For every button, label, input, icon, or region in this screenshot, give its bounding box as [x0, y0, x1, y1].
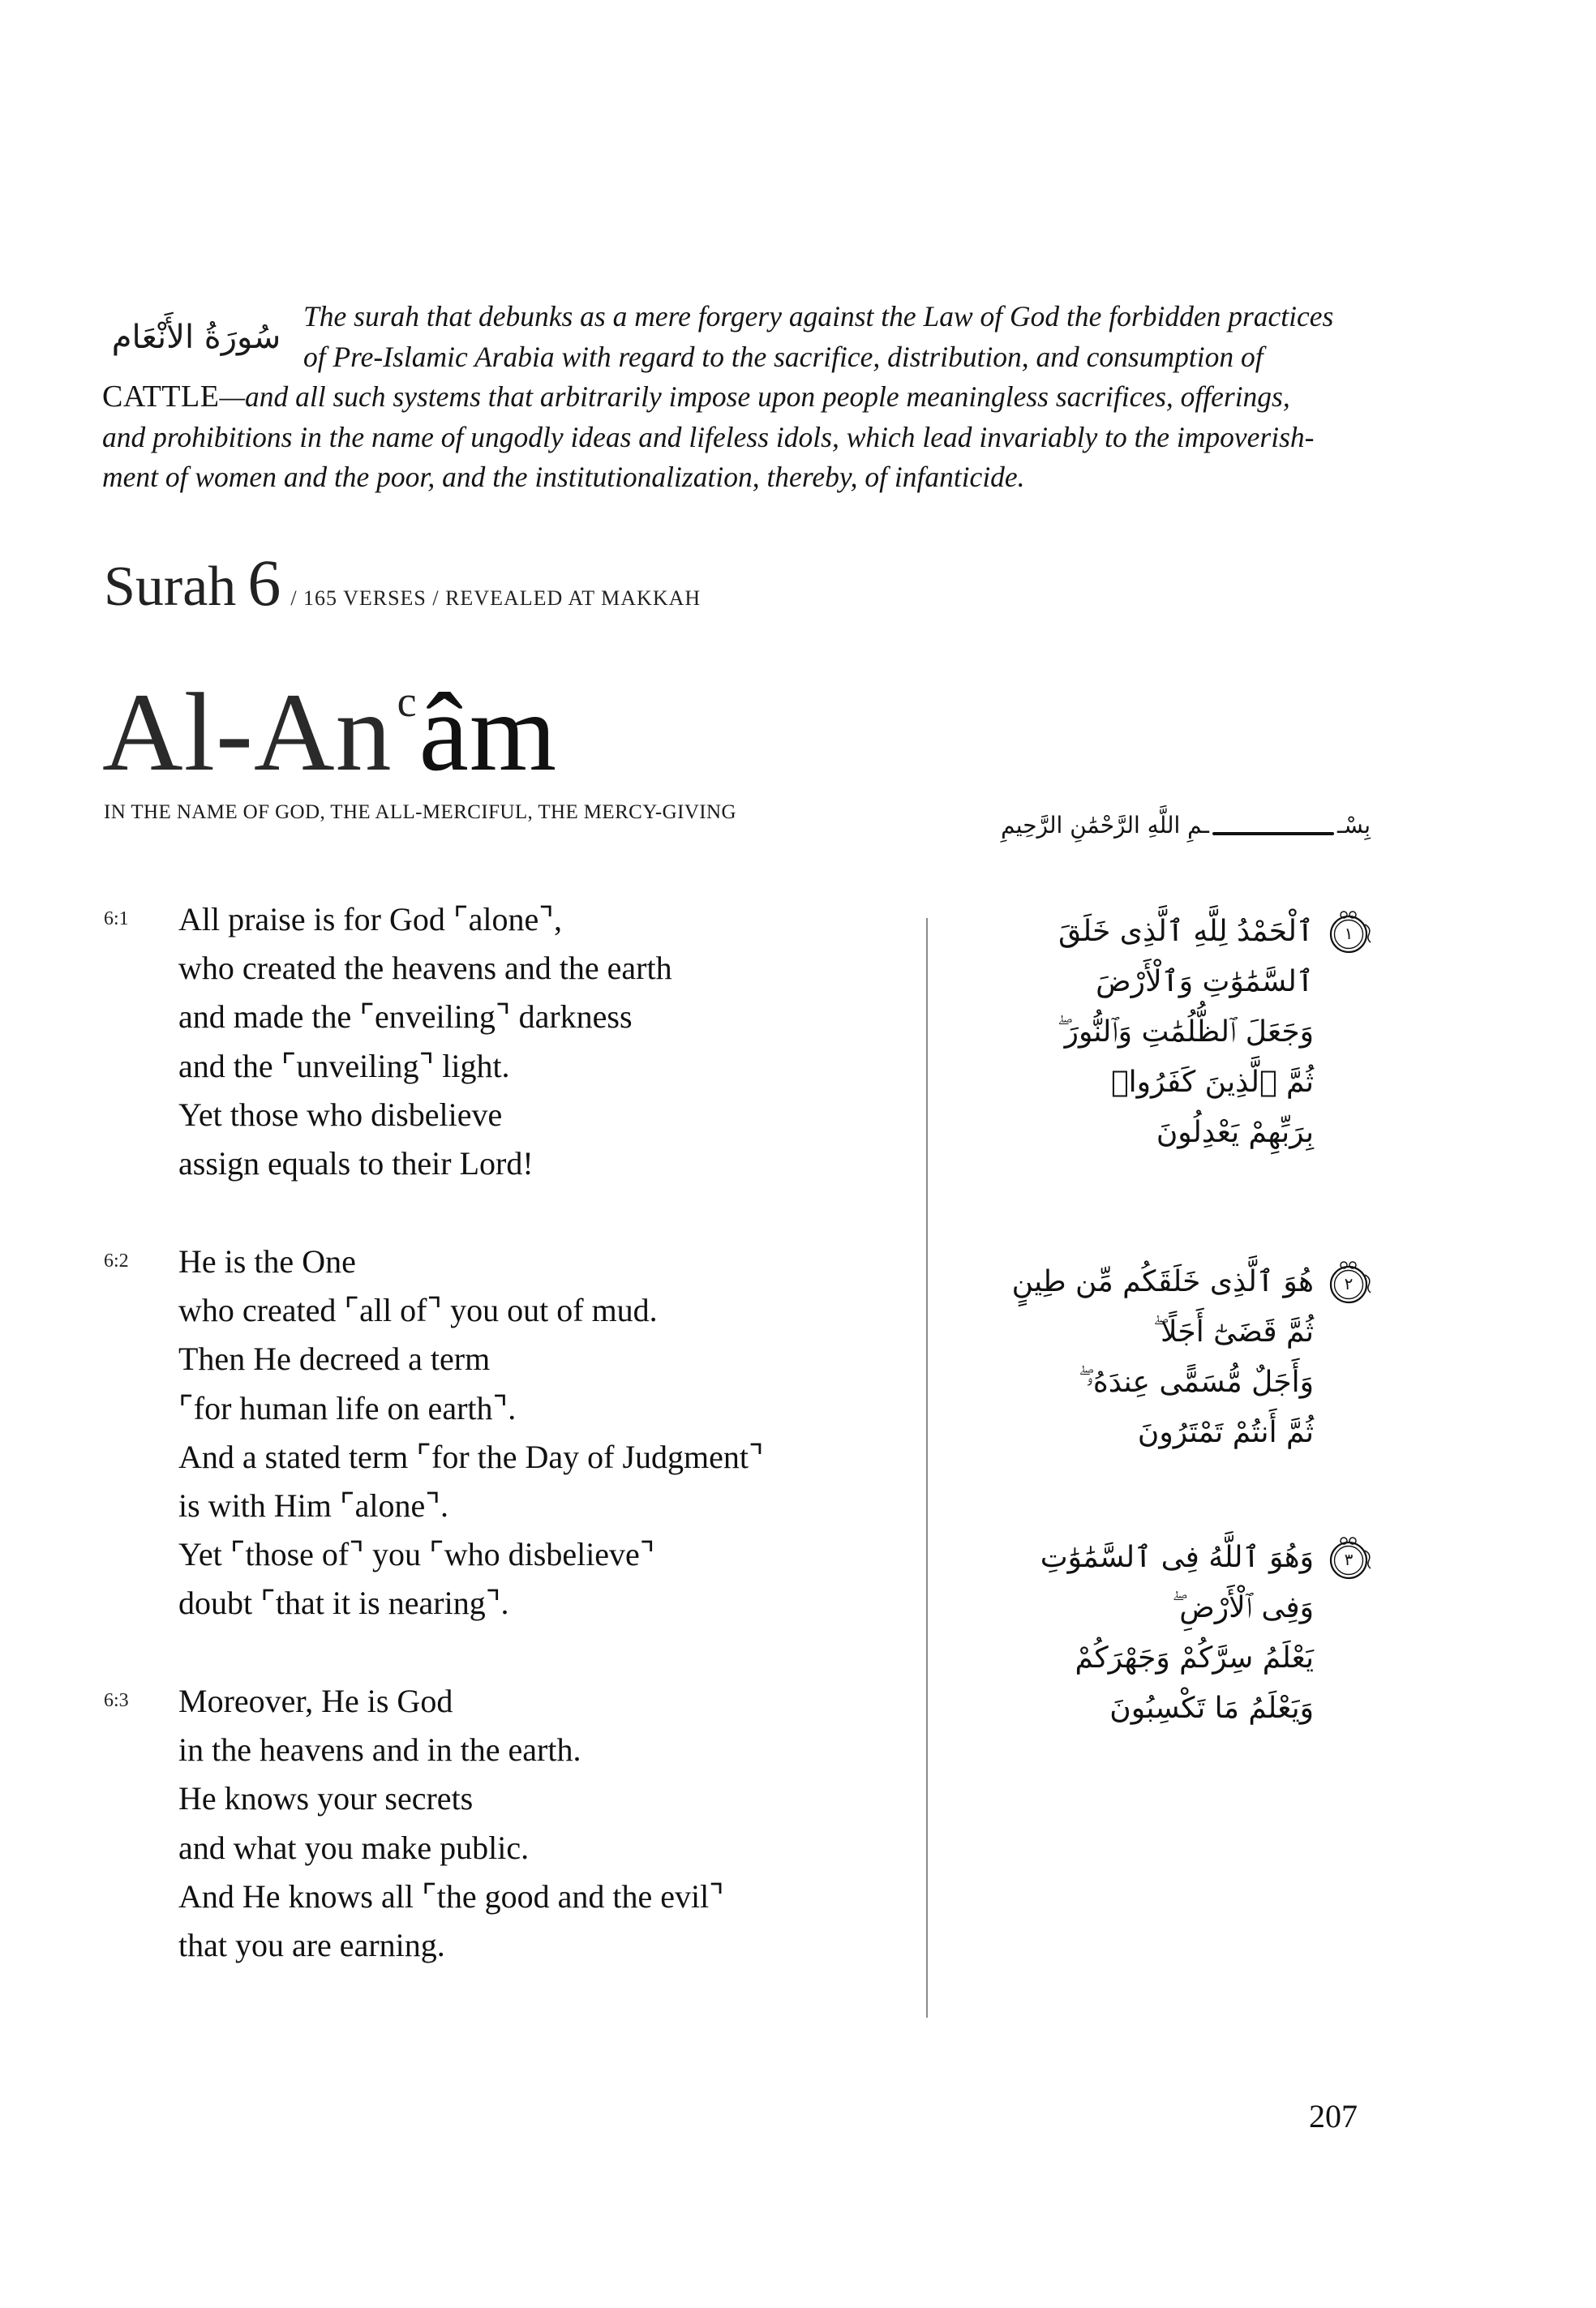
- arabic-verse-line: ثُمَّ ٱلَّذِينَ كَفَرُوا۟: [1111, 1066, 1314, 1099]
- arabic-verse-line: وَجَعَلَ ٱلظُّلُمَٰتِ وَٱلنُّورَ ۖ: [1057, 1015, 1314, 1049]
- verse-line: that you are earning.: [178, 1927, 445, 1964]
- surah-number: 6: [247, 546, 281, 620]
- verse-line: Then He decreed a term: [178, 1341, 491, 1378]
- synopsis-line: and prohibitions in the name of ungodly ideas and lifeless idols, which lead invariably to the impoverish-: [102, 420, 1315, 453]
- verse-line: who created ⌜all of⌝ you out of mud.: [178, 1292, 658, 1329]
- verse-number: 6:3: [104, 1690, 129, 1711]
- verse-number: 6:1: [104, 908, 129, 929]
- verse-line: All praise is for God ⌜alone⌝,: [178, 901, 562, 937]
- surah-name-part2: âm: [418, 670, 558, 794]
- arabic-verse-line: ثُمَّ أَنتُمْ تَمْتَرُونَ: [1137, 1416, 1314, 1449]
- arabic-verse-line: ثُمَّ قَضَىٰٓ أَجَلًا ۖ: [1152, 1315, 1314, 1349]
- basmala-arabic: [933, 793, 1371, 842]
- surah-title-calligraphy: سُورَةُ الأَنْعَام: [111, 319, 281, 356]
- verse-marker-medallion: [1327, 907, 1374, 955]
- arabic-verse-line: يَعْلَمُ سِرَّكُمْ وَجَهْرَكُمْ: [1075, 1641, 1314, 1675]
- surah-name-part1: Al-An: [102, 670, 393, 794]
- verse-marker-number: ٣: [1344, 1550, 1354, 1569]
- verse-line: who created the heavens and the earth: [178, 950, 672, 987]
- surah-meta: / 165 VERSES / REVEALED AT MAKKAH: [290, 586, 701, 610]
- arabic-verse-text: [957, 907, 1314, 1158]
- surah-heading: [104, 545, 701, 621]
- verse-text: [178, 1238, 892, 1628]
- verse-line: is with Him ⌜alone⌝.: [178, 1487, 449, 1525]
- synopsis-cap-word: CATTLE: [102, 380, 220, 414]
- synopsis-line: The surah that debunks as a mere forgery against the Law of God the forbidden practices: [303, 300, 1334, 332]
- arabic-verse-text: [957, 1257, 1314, 1458]
- verse-line: doubt ⌜that it is nearing⌝.: [178, 1585, 509, 1622]
- verse-text: [178, 1677, 892, 1970]
- verse-line: And a stated term ⌜for the Day of Judgment⌝: [178, 1438, 764, 1475]
- surah-synopsis: [102, 297, 1416, 498]
- verse-line: assign equals to their Lord!: [178, 1145, 534, 1182]
- surah-name-ayn-mark: c: [397, 677, 418, 726]
- verse-marker-number: ١: [1344, 924, 1354, 943]
- surah-name: [102, 641, 557, 793]
- arabic-verse-line: وَأَجَلٌ مُّسَمًّى عِندَهُۥ ۖ: [1078, 1366, 1314, 1399]
- verse-line: He knows your secrets: [178, 1780, 474, 1817]
- verse-marker-number: ٢: [1344, 1274, 1354, 1293]
- verse-line: Yet those who disbelieve: [178, 1096, 503, 1133]
- verse-line: in the heavens and in the earth.: [178, 1731, 581, 1769]
- arabic-verse-text: [957, 1533, 1314, 1734]
- verse-marker-medallion: [1327, 1533, 1374, 1581]
- verse-line: Moreover, He is God: [178, 1683, 453, 1719]
- verse-number: 6:2: [104, 1251, 129, 1272]
- verse-line: and the ⌜unveiling⌝ light.: [178, 1047, 510, 1084]
- verse-line: And He knows all ⌜the good and the evil⌝: [178, 1877, 724, 1915]
- verse-line: Yet ⌜those of⌝ you ⌜who disbelieve⌝: [178, 1536, 655, 1573]
- verse-marker-medallion: [1327, 1257, 1374, 1306]
- column-divider: [926, 918, 928, 2018]
- verse-line: He is the One: [178, 1243, 356, 1280]
- verse-text: [178, 895, 892, 1188]
- arabic-verse-line: بِرَبِّهِمْ يَعْدِلُونَ: [1156, 1116, 1314, 1149]
- basmala-english: IN THE NAME OF GOD, THE ALL-MERCIFUL, THE MERCY-GIVING: [104, 801, 736, 823]
- arabic-verse-line: وَهُوَ ٱللَّهُ فِى ٱلسَّمَٰوَٰتِ: [1040, 1541, 1314, 1574]
- arabic-verse-line: وَفِى ٱلْأَرْضِ ۖ: [1172, 1591, 1314, 1624]
- synopsis-line: of Pre-Islamic Arabia with regard to the sacrifice, distribution, and consumption of: [303, 340, 1264, 373]
- synopsis-line: [102, 377, 1416, 418]
- basmala-arabic-bism: بِسْـ: [1337, 812, 1371, 839]
- surah-label: Surah: [104, 556, 237, 618]
- basmala-arabic-rest: ـمِ اللَّهِ الرَّحْمَٰنِ الرَّحِيمِ: [1001, 812, 1210, 839]
- verse-line: and made the ⌜enveiling⌝ darkness: [178, 998, 633, 1036]
- page-number: 207: [1309, 2098, 1358, 2134]
- synopsis-line: ment of women and the poor, and the institutionalization, thereby, of infanticide.: [102, 461, 1025, 493]
- synopsis-after-cap: —and all such systems that arbitrarily impose upon people meaningless sacrifices, offerings,: [219, 380, 1290, 413]
- arabic-verse-line: هُوَ ٱلَّذِى خَلَقَكُم مِّن طِينٍ: [1011, 1265, 1314, 1298]
- arabic-verse-line: ٱلسَّمَٰوَٰتِ وَٱلْأَرْضَ: [1096, 965, 1314, 998]
- arabic-verse-line: وَيَعْلَمُ مَا تَكْسِبُونَ: [1109, 1692, 1314, 1725]
- arabic-verse-line: ٱلْحَمْدُ لِلَّهِ ٱلَّذِى خَلَقَ: [1058, 915, 1314, 948]
- basmala-elongation-stroke: [1212, 832, 1334, 835]
- verse-line: ⌜for human life on earth⌝.: [178, 1389, 517, 1426]
- verse-line: and what you make public.: [178, 1829, 530, 1866]
